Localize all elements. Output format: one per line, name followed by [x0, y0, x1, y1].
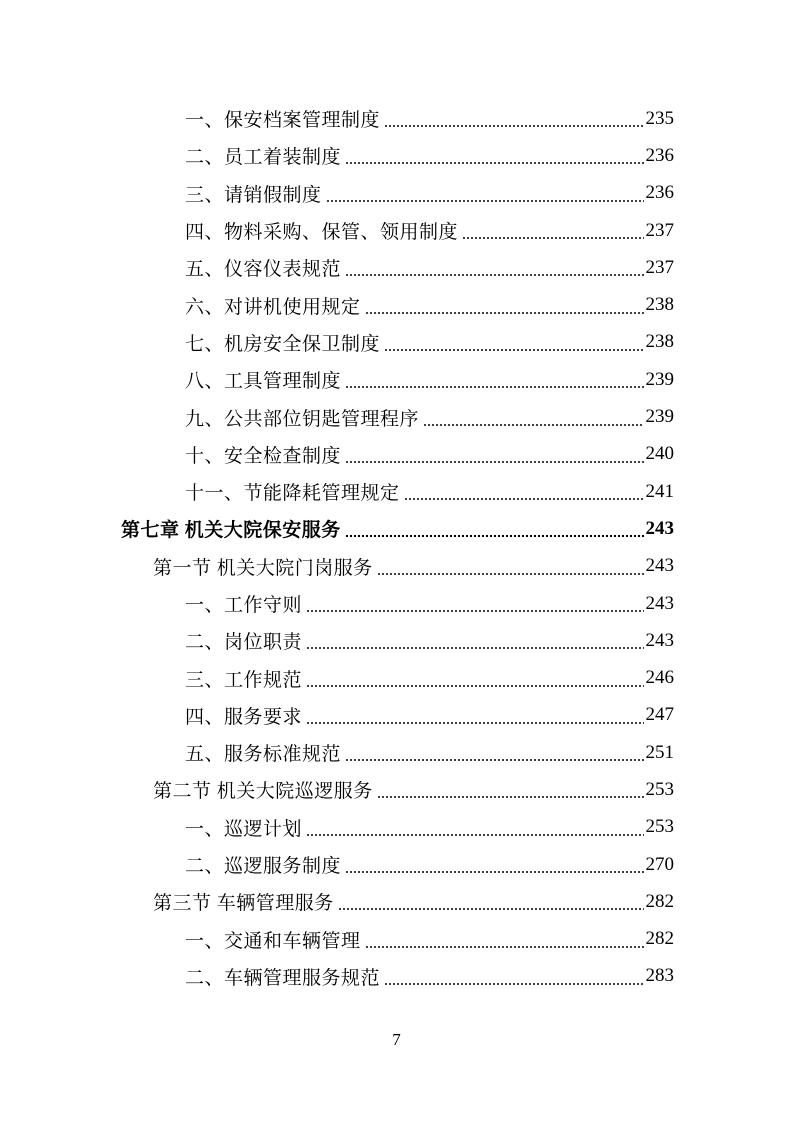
toc-dot-leader — [423, 408, 643, 427]
toc-dot-leader — [306, 706, 643, 725]
toc-dot-leader — [345, 370, 643, 389]
toc-dot-leader — [384, 333, 643, 352]
toc-entry-label: 六、对讲机使用规定 — [185, 296, 361, 318]
toc-entry-page: 243 — [645, 555, 674, 577]
toc-dot-leader — [404, 482, 644, 501]
toc-entry-label: 一、保安档案管理制度 — [185, 110, 381, 132]
toc-entry-page: 282 — [645, 890, 674, 912]
toc-entry-label: 二、车辆管理服务规范 — [185, 967, 381, 989]
toc-entry-page: 239 — [645, 406, 674, 428]
toc-dot-leader — [377, 780, 644, 799]
toc-entry-label: 第七章 机关大院保安服务 — [121, 520, 341, 542]
toc-entry-page: 237 — [645, 219, 674, 241]
page-number: 7 — [392, 1030, 401, 1049]
toc-entry-page: 243 — [645, 517, 674, 539]
toc-entry-label: 三、请销假制度 — [185, 184, 322, 206]
toc-section-entry[interactable] — [0, 771, 793, 808]
toc-dot-leader — [345, 519, 644, 538]
toc-entry-page: 282 — [645, 928, 674, 950]
toc-entry-page: 283 — [645, 965, 674, 987]
toc-entry-page: 237 — [645, 256, 674, 278]
toc-dot-leader — [365, 930, 644, 949]
toc-section-entry[interactable] — [0, 548, 793, 585]
toc-entry-page: 253 — [645, 816, 674, 838]
toc-entry-page: 243 — [645, 629, 674, 651]
toc-entry-page: 243 — [645, 592, 674, 614]
toc-dot-leader — [326, 184, 644, 203]
toc-entry-label: 八、工具管理制度 — [185, 371, 342, 393]
toc-entry[interactable] — [0, 958, 793, 995]
toc-entry-page: 235 — [645, 107, 674, 129]
toc-entry-label: 第三节 车辆管理服务 — [153, 893, 334, 915]
toc-dot-leader — [462, 221, 643, 240]
toc-dot-leader — [345, 146, 643, 165]
toc-dot-leader — [345, 855, 643, 874]
toc-entry[interactable] — [0, 734, 793, 771]
toc-entry-label: 九、公共部位钥匙管理程序 — [185, 408, 420, 430]
toc-entry-label: 五、服务标准规范 — [185, 744, 342, 766]
toc-dot-leader — [384, 967, 643, 986]
toc-dot-leader — [306, 669, 643, 688]
toc-entry[interactable] — [0, 622, 793, 659]
toc-entry-page: 247 — [645, 704, 674, 726]
toc-entry-label: 十一、节能降耗管理规定 — [185, 483, 400, 505]
toc-entry[interactable] — [0, 585, 793, 622]
toc-entry-label: 五、仪容仪表规范 — [185, 259, 342, 281]
toc-dot-leader — [345, 258, 643, 277]
toc-dot-leader — [306, 818, 643, 837]
toc-entry-page: 270 — [645, 853, 674, 875]
toc-entry-label: 第二节 机关大院巡逻服务 — [153, 781, 373, 803]
toc-entry-page: 236 — [645, 144, 674, 166]
toc-entry-page: 239 — [645, 368, 674, 390]
toc-entry-label: 第一节 机关大院门岗服务 — [153, 557, 373, 579]
toc-dot-leader — [384, 109, 643, 128]
toc-dot-leader — [345, 445, 643, 464]
toc-entry-label: 一、交通和车辆管理 — [185, 930, 361, 952]
toc-dot-leader — [306, 631, 643, 650]
toc-entry[interactable] — [0, 175, 793, 212]
toc-chapter-entry[interactable] — [0, 510, 793, 547]
toc-entry[interactable] — [0, 659, 793, 696]
toc-entry[interactable] — [0, 398, 793, 435]
toc-entry-page: 251 — [645, 741, 674, 763]
toc-entry-label: 四、服务要求 — [185, 706, 303, 728]
toc-entry-page: 238 — [645, 294, 674, 316]
toc-entry[interactable] — [0, 809, 793, 846]
toc-entry[interactable] — [0, 697, 793, 734]
toc-entry[interactable] — [0, 361, 793, 398]
toc-entry-label: 一、巡逻计划 — [185, 818, 303, 840]
toc-entry-label: 二、员工着装制度 — [185, 147, 342, 169]
toc-entry[interactable] — [0, 100, 793, 137]
toc-entry-page: 241 — [645, 480, 674, 502]
toc-entry-label: 四、物料采购、保管、领用制度 — [185, 222, 459, 244]
toc-entry-label: 一、工作守则 — [185, 595, 303, 616]
toc-dot-leader — [306, 594, 643, 613]
toc-dot-leader — [377, 557, 644, 576]
toc-entry[interactable] — [0, 212, 793, 249]
toc-entry-label: 二、巡逻服务制度 — [185, 856, 342, 878]
toc-section-entry[interactable] — [0, 883, 793, 920]
toc-entry-page: 236 — [645, 182, 674, 204]
toc-entry-label: 七、机房安全保卫制度 — [185, 333, 381, 355]
toc-entry[interactable] — [0, 921, 793, 958]
toc-entry[interactable] — [0, 473, 793, 510]
toc-entry-label: 三、工作规范 — [185, 669, 303, 691]
toc-entry-page: 240 — [645, 443, 674, 465]
toc-dot-leader — [338, 892, 644, 911]
toc-dot-leader — [365, 296, 644, 315]
table-of-contents — [0, 100, 793, 995]
toc-entry[interactable] — [0, 324, 793, 361]
toc-entry-page: 238 — [645, 331, 674, 353]
toc-entry[interactable] — [0, 436, 793, 473]
toc-entry-page: 253 — [645, 778, 674, 800]
toc-entry-label: 十、安全检查制度 — [185, 445, 342, 467]
toc-dot-leader — [345, 743, 643, 762]
toc-entry[interactable] — [0, 249, 793, 286]
toc-entry-page: 246 — [645, 667, 674, 689]
toc-entry[interactable] — [0, 286, 793, 323]
toc-entry[interactable] — [0, 846, 793, 883]
toc-entry[interactable] — [0, 137, 793, 174]
toc-entry-label: 二、岗位职责 — [185, 632, 303, 654]
